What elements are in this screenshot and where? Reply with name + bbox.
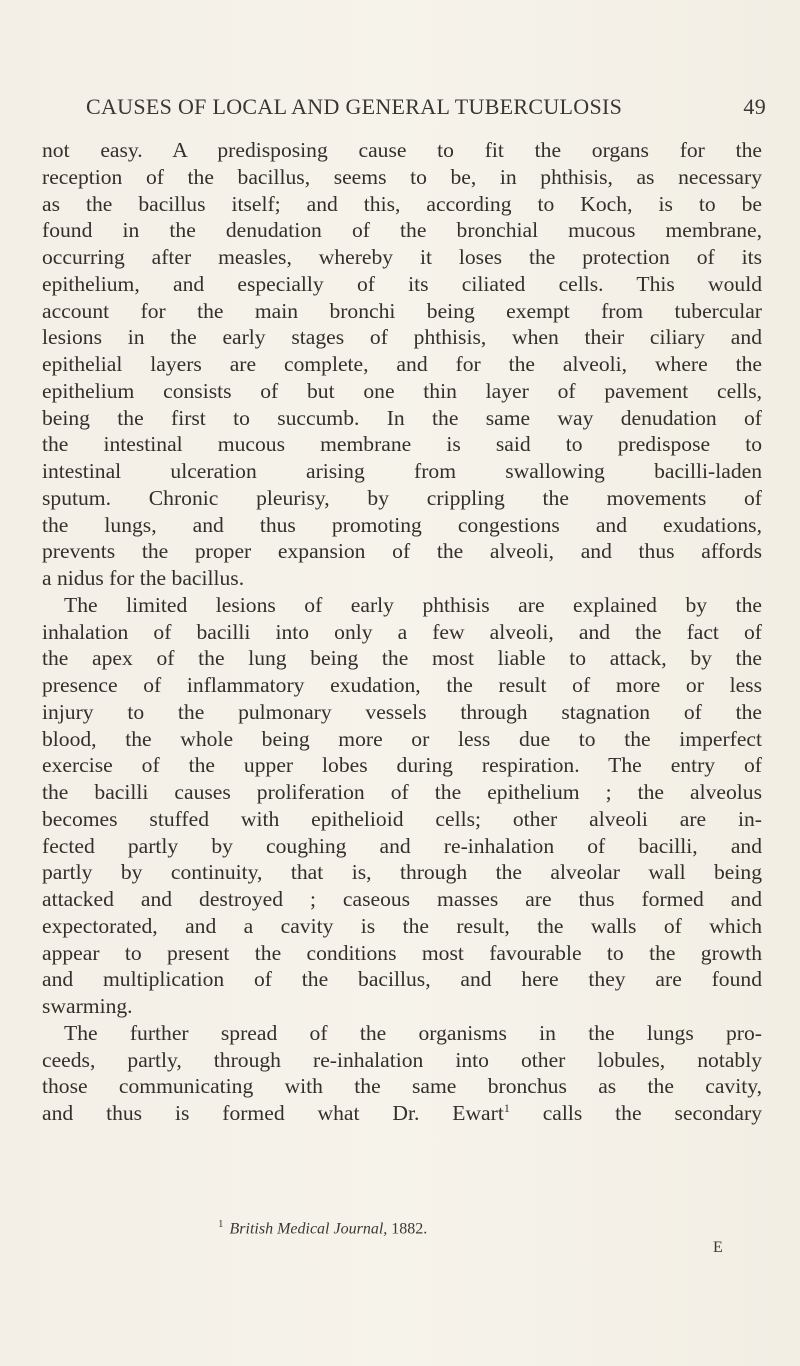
footnote bbox=[218, 1218, 427, 1238]
text-line: partly by continuity, that is, through the alveolar wall being bbox=[42, 860, 762, 885]
text-line: appear to present the conditions most favourable to the growth bbox=[42, 940, 762, 965]
text-line: occurring after measles, whereby it loses the protection of its bbox=[42, 245, 762, 269]
text-line: inhalation of bacilli into only a few alveoli, and the fact of bbox=[42, 619, 762, 644]
text-line: the lungs, and thus promoting congestions and exudations, bbox=[42, 512, 762, 537]
running-head-title: CAUSES OF LOCAL AND GENERAL TUBERCULOSIS bbox=[86, 94, 623, 119]
text-line: epithelium consists of but one thin layer of pavement cells, bbox=[42, 378, 762, 403]
text-line: not easy. A predisposing cause to fit the organs for the bbox=[42, 138, 762, 162]
text-line: account for the main bronchi being exempt from tubercular bbox=[42, 298, 762, 323]
footnote-journal: British Medical Journal, bbox=[229, 1220, 388, 1238]
page-number: 49 bbox=[743, 94, 766, 119]
text-line-final-before: and thus is formed what Dr. Ewart bbox=[42, 1101, 504, 1125]
running-head bbox=[86, 94, 766, 124]
text-line: the apex of the lung being the most liable to attack, by the bbox=[42, 646, 762, 671]
text-line: ceeds, partly, through re-inhalation into other lobules, notably bbox=[42, 1047, 762, 1072]
text-line: intestinal ulceration arising from swallowing bacilli-laden bbox=[42, 459, 762, 483]
text-line: reception of the bacillus, seems to be, in phthisis, as necessary bbox=[42, 164, 762, 189]
text-line: becomes stuffed with epithelioid cells; other alveoli are in- bbox=[42, 806, 762, 831]
text-line: a nidus for the bacillus. bbox=[42, 566, 245, 590]
body-text bbox=[42, 137, 762, 1127]
footnote-year: 1882. bbox=[387, 1220, 428, 1238]
text-line: exercise of the upper lobes during respiration. The entry of bbox=[42, 753, 762, 778]
text-line: sputum. Chronic pleurisy, by crippling the movements of bbox=[42, 485, 762, 510]
footnote-reference: 1 bbox=[503, 1100, 510, 1115]
text-line: The limited lesions of early phthisis are explained by the bbox=[64, 592, 762, 617]
text-line: epithelium, and especially of its ciliated cells. This would bbox=[42, 271, 762, 296]
text-line: blood, the whole being more or less due to the imperfect bbox=[42, 726, 762, 751]
text-line: epithelial layers are complete, and for the alveoli, where the bbox=[42, 352, 762, 376]
text-line: the intestinal mucous membrane is said to predispose to bbox=[42, 432, 762, 457]
text-line: lesions in the early stages of phthisis, when their ciliary and bbox=[42, 325, 762, 350]
text-line: found in the denudation of the bronchial mucous membrane, bbox=[42, 218, 762, 243]
footnote-mark: 1 bbox=[218, 1218, 224, 1230]
text-line: attacked and destroyed ; caseous masses are thus formed and bbox=[42, 887, 762, 911]
text-line: The further spread of the organisms in the lungs pro- bbox=[64, 1020, 762, 1045]
text-line: being the first to succumb. In the same way denudation of bbox=[42, 405, 762, 430]
text-line: swarming. bbox=[42, 994, 133, 1018]
text-line: fected partly by coughing and re-inhalation of bacilli, and bbox=[42, 833, 762, 858]
text-line-final bbox=[42, 1100, 762, 1127]
text-line: expectorated, and a cavity is the result, the walls of which bbox=[42, 913, 762, 938]
text-line: those communicating with the same bronchus as the cavity, bbox=[42, 1074, 762, 1099]
text-line: the bacilli causes proliferation of the epithelium ; the alveolus bbox=[42, 780, 762, 804]
text-line: presence of inflammatory exudation, the result of more or less bbox=[42, 673, 762, 697]
text-line: injury to the pulmonary vessels through stagnation of the bbox=[42, 699, 762, 724]
text-line: as the bacillus itself; and this, according to Koch, is to be bbox=[42, 191, 762, 216]
text-line-final-after: calls the secondary bbox=[509, 1101, 762, 1125]
text-line: and multiplication of the bacillus, and here they are found bbox=[42, 967, 762, 992]
signature-mark: E bbox=[713, 1239, 723, 1256]
text-line: prevents the proper expansion of the alveoli, and thus affords bbox=[42, 539, 762, 564]
